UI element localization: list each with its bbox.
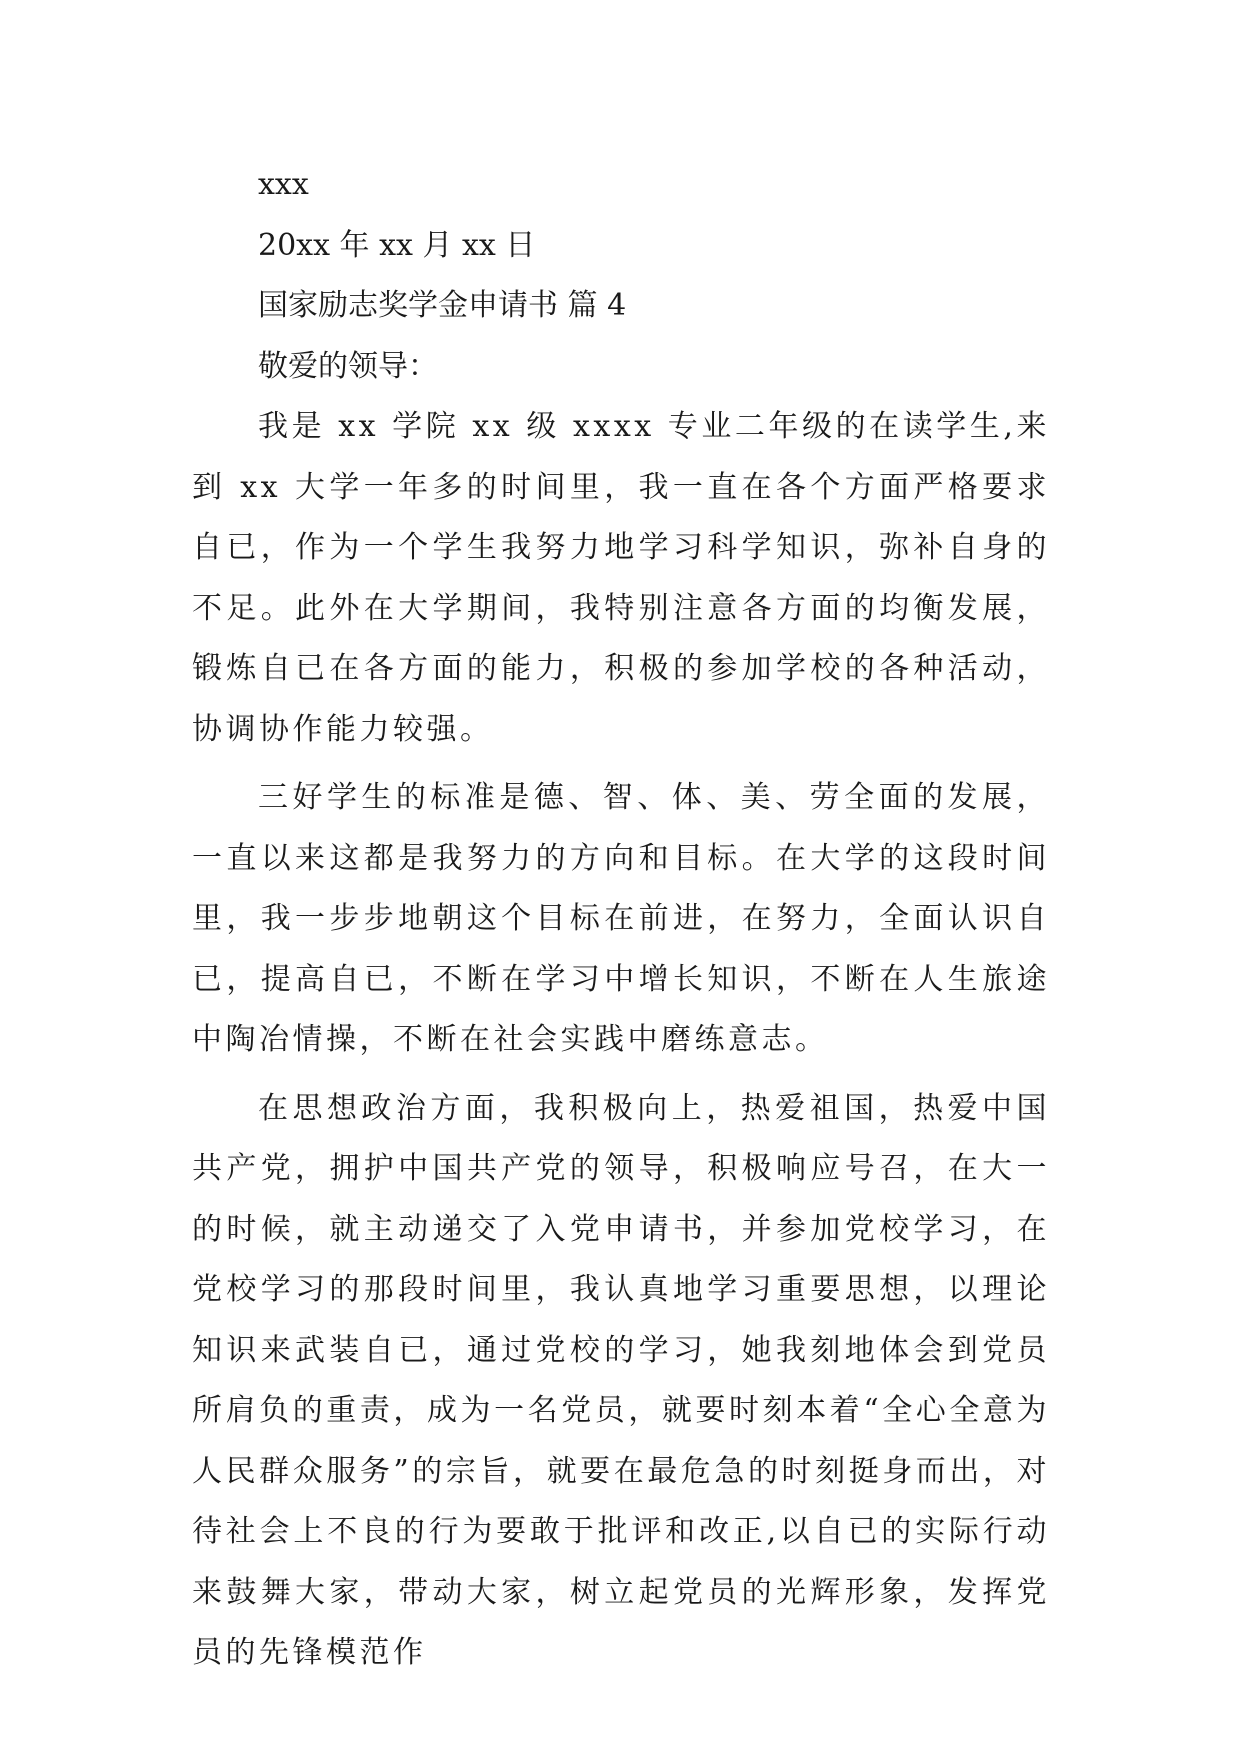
signature: xxx — [258, 167, 309, 202]
body-paragraph-2: 三好学生的标准是德、智、体、美、劳全面的发展，一直以来这都是我努力的方向和目标。在大学的这段时间里，我一步步地朝这个目标在前进，在努力，全面认识自已，提高自已，不断在学习中增长知识，不断在人生旅途中陶冶情操，不断在社会实践中磨练意志。 — [192, 780, 1050, 1057]
date-line: 20xx 年 xx 月 xx 日 — [258, 227, 536, 263]
body-paragraph-1: 我是 xx 学院 xx 级 xxxx 专业二年级的在读学生,来到 xx 大学一年多的时间里，我一直在各个方面严格要求自已，作为一个学生我努力地学习科学知识，弥补自身的不足。此外在大学期间，我特别注意各方面的均衡发展，锻炼自已在各方面的能力，积极的参加学校的各种活动，协调协作能力较强。 — [192, 409, 1050, 747]
body-paragraph-3: 在思想政治方面，我积极向上，热爱祖国，热爱中国共产党，拥护中国共产党的领导，积极响应号召，在大一的时候，就主动递交了入党申请书，并参加党校学习，在党校学习的那段时间里，我认真地学习重要思想，以理论知识来武装自已，通过党校的学习，她我刻地体会到党员所肩负的重责，成为一名党员，就要时刻本着“全心全意为人民群众服务”的宗旨，就要在最危急的时刻挺身而出，对待社会上不良的行为要敢于批评和改正,以自已的实际行动来鼓舞大家，带动大家，树立起党员的光辉形象，发挥党员的先锋模范作 — [192, 1090, 1050, 1670]
salutation: 敬爱的领导： — [258, 348, 438, 384]
document-title: 国家励志奖学金申请书 篇 4 — [258, 288, 627, 323]
document-page — [192, 155, 1050, 1684]
